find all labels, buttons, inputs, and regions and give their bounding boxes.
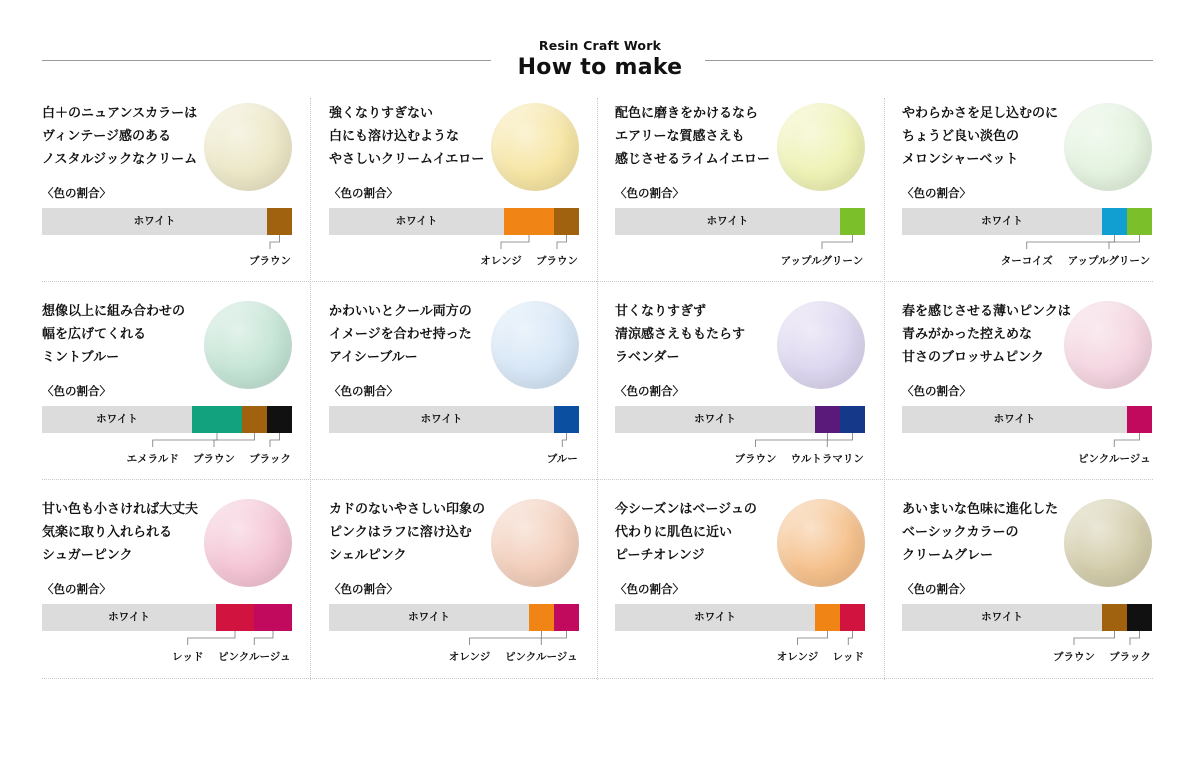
resin-color-swatch [204, 103, 292, 191]
color-recipe-card [902, 300, 1189, 499]
page-header [0, 0, 1200, 100]
ratio-heading: 〈色の割合〉 [615, 582, 684, 596]
segment-color-label: アップルグリーン [780, 255, 864, 267]
white-portion-label: ホワイト [395, 215, 438, 227]
description-line: アイシーブルー [329, 350, 418, 365]
ratio-segment [1102, 208, 1127, 235]
description-line: 想像以上に組み合わせの [42, 304, 186, 319]
description-line: 配色に磨きをかけるなら [615, 106, 759, 121]
description-line: エアリーな質感さえも [615, 129, 745, 144]
leader-line [541, 631, 566, 645]
description-line: メロンシャーベット [902, 152, 1019, 167]
segment-color-label: ブラック [249, 453, 291, 465]
leader-line [822, 235, 853, 249]
description-line: 白にも溶け込むような [329, 129, 460, 144]
segment-color-label: オレンジ [448, 651, 491, 663]
segment-color-label: ピンクルージュ [217, 651, 291, 663]
ratio-segment [216, 604, 254, 631]
segment-color-label: ブラック [1109, 651, 1151, 663]
leader-lines [615, 631, 865, 671]
white-portion-label: ホワイト [981, 215, 1023, 227]
ratio-segment [815, 604, 840, 631]
description-line: 甘くなりすぎず [615, 304, 707, 319]
leader-line [848, 631, 852, 645]
leader-line [557, 235, 567, 249]
resin-color-swatch [204, 301, 292, 389]
resin-color-swatch [1064, 499, 1152, 587]
description-line: 清涼感さえももたらす [615, 327, 746, 342]
ratio-heading: 〈色の割合〉 [329, 582, 398, 596]
ratio-segment [1127, 604, 1152, 631]
segment-color-label: アップルグリーン [1067, 255, 1151, 267]
leader-line [501, 235, 529, 249]
description-line: 甘さのブロッサムピンク [902, 350, 1044, 365]
ratio-segment [554, 208, 579, 235]
leader-line [1027, 235, 1115, 249]
segment-color-label: オレンジ [776, 651, 819, 663]
leader-line [270, 235, 280, 249]
ratio-segment [554, 604, 579, 631]
segment-color-label: ブラウン [1053, 651, 1095, 663]
leader-line [827, 433, 852, 447]
ratio-segment [267, 406, 292, 433]
color-ratio-bar [615, 208, 865, 235]
ratio-segment [242, 406, 267, 433]
description-line: やさしいクリームイエロー [329, 152, 485, 167]
description-line: ラベンダー [615, 350, 680, 365]
color-ratio-bar [902, 208, 1152, 235]
resin-color-swatch [491, 499, 579, 587]
color-recipe-card [615, 300, 902, 499]
color-ratio-bar [329, 604, 579, 631]
leader-line [254, 631, 273, 645]
color-ratio-bar [329, 208, 579, 235]
white-portion-label: ホワイト [420, 413, 463, 425]
ratio-segment [192, 406, 242, 433]
color-recipe-card [329, 300, 616, 499]
description-line: カドのないやさしい印象の [329, 502, 486, 517]
resin-color-swatch [777, 301, 865, 389]
white-portion-label: ホワイト [96, 413, 138, 425]
ratio-heading: 〈色の割合〉 [615, 384, 684, 398]
description-line: ノスタルジックなクリーム [42, 152, 198, 167]
leader-line [1074, 631, 1115, 645]
description-line: やわらかさを足し込むのに [902, 106, 1059, 121]
segment-color-label: ブラウン [734, 453, 777, 465]
ratio-segment [529, 604, 554, 631]
resin-color-swatch [777, 499, 865, 587]
description-line: ちょうど良い淡色の [902, 129, 1020, 144]
ratio-heading: 〈色の割合〉 [902, 384, 971, 398]
description-line: あいまいな色味に進化した [902, 502, 1059, 517]
ratio-segment [504, 208, 554, 235]
color-recipe-card [42, 498, 329, 697]
segment-color-label: ピンクルージュ [1077, 453, 1151, 465]
resin-color-swatch [491, 301, 579, 389]
ratio-heading: 〈色の割合〉 [615, 186, 684, 200]
segment-color-label: ウルトラマリン [790, 453, 864, 465]
ratio-heading: 〈色の割合〉 [329, 384, 398, 398]
ratio-heading: 〈色の割合〉 [42, 582, 111, 596]
ratio-segment [254, 604, 292, 631]
resin-color-swatch [491, 103, 579, 191]
ratio-heading: 〈色の割合〉 [902, 582, 971, 596]
segment-color-label: ターコイズ [1000, 255, 1053, 267]
description-line: シェルピンク [329, 548, 407, 563]
white-portion-label: ホワイト [108, 611, 150, 623]
resin-color-swatch [777, 103, 865, 191]
ratio-segment [1127, 208, 1152, 235]
description-line: シュガーピンク [42, 548, 133, 563]
white-portion-label: ホワイト [706, 215, 749, 227]
description-line: 感じさせるライムイエロー [615, 152, 770, 167]
description-line: 青みがかった控えめな [902, 327, 1033, 342]
description-line: ピーチオレンジ [615, 548, 705, 563]
description-line: 強くなりすぎない [329, 106, 434, 121]
leader-line [798, 631, 828, 645]
leader-line [270, 433, 280, 447]
segment-color-label: ブラウン [536, 255, 578, 267]
segment-color-label: ピンクルージュ [504, 651, 578, 663]
leader-lines [329, 433, 579, 473]
page-title: How to make [517, 55, 683, 80]
white-portion-label: ホワイト [993, 413, 1036, 425]
segment-color-label: レッド [832, 651, 864, 663]
description-line: ミントブルー [42, 350, 120, 365]
description-line: かわいいとクール両方の [329, 304, 472, 319]
white-portion-label: ホワイト [408, 611, 450, 623]
ratio-segment [815, 406, 840, 433]
leader-line [1114, 433, 1139, 447]
resin-color-swatch [1064, 301, 1152, 389]
color-ratio-bar [902, 604, 1152, 631]
ratio-heading: 〈色の割合〉 [329, 186, 398, 200]
ratio-segment [554, 406, 579, 433]
description-line: イメージを合わせ持った [329, 327, 472, 342]
leader-line [1130, 631, 1140, 645]
leader-line [188, 631, 235, 645]
description-line: 代わりに肌色に近い [615, 525, 733, 540]
white-portion-label: ホワイト [694, 611, 736, 623]
ratio-segment [840, 406, 865, 433]
color-recipe-card [329, 102, 616, 301]
leader-line [153, 433, 217, 447]
segment-color-label: ブラウン [249, 255, 291, 267]
segment-color-label: レッド [172, 651, 204, 663]
segment-color-label: オレンジ [480, 255, 522, 267]
description-line: 白＋のニュアンスカラーは [42, 106, 198, 121]
ratio-segment [840, 604, 865, 631]
white-portion-label: ホワイト [133, 215, 176, 227]
color-recipe-card [42, 300, 329, 499]
leader-line [214, 433, 255, 447]
description-line: 春を感じさせる薄いピンクは [902, 304, 1071, 319]
leader-line [756, 433, 828, 447]
resin-color-swatch [1064, 103, 1152, 191]
description-line: ベーシックカラーの [902, 525, 1019, 540]
color-ratio-bar [615, 604, 865, 631]
ratio-heading: 〈色の割合〉 [902, 186, 971, 200]
ratio-segment [1102, 604, 1127, 631]
description-line: 甘い色も小さければ大丈夫 [42, 502, 199, 517]
ratio-segment [840, 208, 865, 235]
color-ratio-bar [42, 604, 292, 631]
color-recipe-card [329, 498, 616, 697]
color-recipe-card [615, 498, 902, 697]
color-recipe-card [902, 102, 1189, 301]
segment-color-label: エメラルド [126, 453, 179, 465]
ratio-heading: 〈色の割合〉 [42, 186, 111, 200]
segment-color-label: ブラウン [193, 453, 235, 465]
white-portion-label: ホワイト [981, 611, 1023, 623]
color-recipe-card [615, 102, 902, 301]
description-line: ヴィンテージ感のある [42, 129, 171, 144]
description-line: 幅を広げてくれる [42, 327, 147, 342]
color-recipe-card [42, 102, 329, 301]
description-line: ピンクはラフに溶け込む [329, 525, 472, 540]
segment-color-label: ブルー [546, 453, 578, 465]
leader-line [1109, 235, 1140, 249]
leader-line [470, 631, 542, 645]
description-line: クリームグレー [902, 548, 994, 563]
ratio-segment [267, 208, 292, 235]
page-eyebrow: Resin Craft Work [538, 38, 662, 53]
color-recipe-card [902, 498, 1189, 697]
description-line: 今シーズンはベージュの [615, 502, 757, 517]
white-portion-label: ホワイト [694, 413, 736, 425]
description-line: 気楽に取り入れられる [42, 525, 173, 540]
color-ratio-bar [329, 406, 579, 433]
leader-line [562, 433, 566, 447]
color-ratio-bar [42, 208, 292, 235]
ratio-heading: 〈色の割合〉 [42, 384, 111, 398]
ratio-segment [1127, 406, 1152, 433]
color-ratio-bar [42, 406, 292, 433]
resin-color-swatch [204, 499, 292, 587]
color-ratio-bar [615, 406, 865, 433]
color-ratio-bar [902, 406, 1152, 433]
